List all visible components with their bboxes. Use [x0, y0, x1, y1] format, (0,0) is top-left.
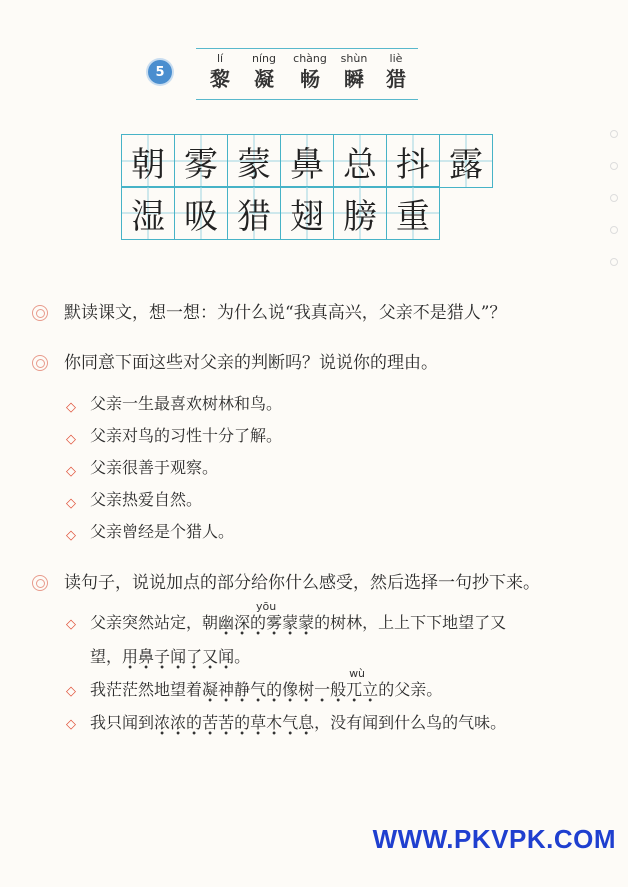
hanzi: 黎	[210, 67, 230, 91]
grid-cell: 翅	[280, 186, 334, 240]
emphasized-phrase: wù 凝神静气的像树一般兀立	[202, 679, 378, 701]
grid-cell: 抖	[386, 134, 440, 188]
question-marker-icon	[32, 305, 48, 321]
question-text: 读句子，说说加点的部分给你什么感受，然后选择一句抄下来。	[64, 573, 540, 593]
diamond-bullet-icon: ◇	[66, 432, 76, 447]
grid-cell: 露	[439, 134, 493, 188]
grid-cell: 雾	[174, 134, 228, 188]
lesson-word-list	[196, 48, 418, 100]
pinyin: wù	[349, 667, 366, 680]
grid-row-2	[121, 186, 492, 239]
grid-cell: 湿	[121, 186, 175, 240]
question-text: 默读课文，想一想：为什么说“我真高兴，父亲不是猎人”？	[64, 303, 507, 323]
grid-cell: 朝	[121, 134, 175, 188]
hanzi: 凝	[254, 67, 274, 91]
pinyin: yōu	[255, 600, 277, 613]
lesson-word	[378, 52, 414, 92]
pinyin: lí	[216, 52, 224, 65]
hanzi: 猎	[386, 67, 406, 91]
question-marker-icon	[32, 575, 48, 591]
lesson-header	[148, 48, 418, 100]
character-grid	[121, 134, 492, 238]
diamond-bullet-icon: ◇	[66, 528, 76, 543]
question-text: 你同意下面这些对父亲的判断吗？说说你的理由。	[64, 353, 438, 373]
hanzi: 畅	[300, 67, 320, 91]
emphasized-phrase: 浓浓的苦苦的草木气息	[154, 713, 315, 732]
diamond-bullet-icon: ◇	[66, 464, 76, 479]
pinyin: shùn	[340, 52, 368, 65]
textbook-page: 5 lí 黎 níng 凝 chàng 畅 shùn 瞬 liè 猎 朝 雾 蒙 鼻 总 抖 露 湿 吸 猎 翅 膀 重 默读课文，想一想：为什么说“我真高兴，父亲不是猎人”？ 你同意下面这些对父亲的判断吗？说说你的理由。 ◇ 父亲一生最喜欢树林和鸟。 ◇ 父亲对鸟的习性十分了解。 ◇ 父亲很善于观察。 ◇ 父亲热爱自然。 ◇ 父亲曾经是个猎人。 读句子，说说加点的部分给你什么感受，然后选择一句抄下来。 ◇ 父亲突然站定，朝 yōu 幽深的雾蒙蒙的树林，上上下下地望了又 望，用鼻子闻了又闻。 ◇ 我茫茫然地望着 wù 凝神静气的像树一般兀立的父亲。 ◇ 我只闻到浓浓的苦苦的草木气息，没有闻到什么鸟的气味。 WWW.PKVPK.COM	[0, 0, 628, 887]
grid-cell: 重	[386, 186, 440, 240]
grid-cell: 鼻	[280, 134, 334, 188]
pinyin: chàng	[293, 52, 327, 65]
diamond-bullet-icon: ◇	[66, 617, 76, 632]
grid-cell: 总	[333, 134, 387, 188]
question-marker-icon	[32, 355, 48, 371]
lesson-word	[202, 52, 238, 92]
diamond-bullet-icon: ◇	[66, 400, 76, 415]
hanzi: 瞬	[344, 67, 364, 91]
diamond-bullet-icon: ◇	[66, 496, 76, 511]
lesson-word	[336, 52, 372, 92]
pinyin: liè	[389, 52, 403, 65]
grid-row-1	[121, 134, 492, 187]
grid-cell: 猎	[227, 186, 281, 240]
watermark: WWW.PKVPK.COM	[372, 824, 616, 854]
grid-cell: 膀	[333, 186, 387, 240]
diamond-bullet-icon: ◇	[66, 684, 76, 699]
emphasized-phrase: 用鼻子闻了又闻	[122, 647, 235, 666]
lesson-word	[246, 52, 282, 92]
margin-decoration	[610, 130, 618, 290]
emphasized-phrase: yōu 幽深的雾蒙蒙	[218, 612, 314, 634]
grid-cell: 吸	[174, 186, 228, 240]
diamond-bullet-icon: ◇	[66, 717, 76, 732]
pinyin: níng	[252, 52, 276, 65]
lesson-number-badge: 5	[148, 60, 172, 84]
lesson-word	[292, 52, 328, 92]
grid-cell: 蒙	[227, 134, 281, 188]
